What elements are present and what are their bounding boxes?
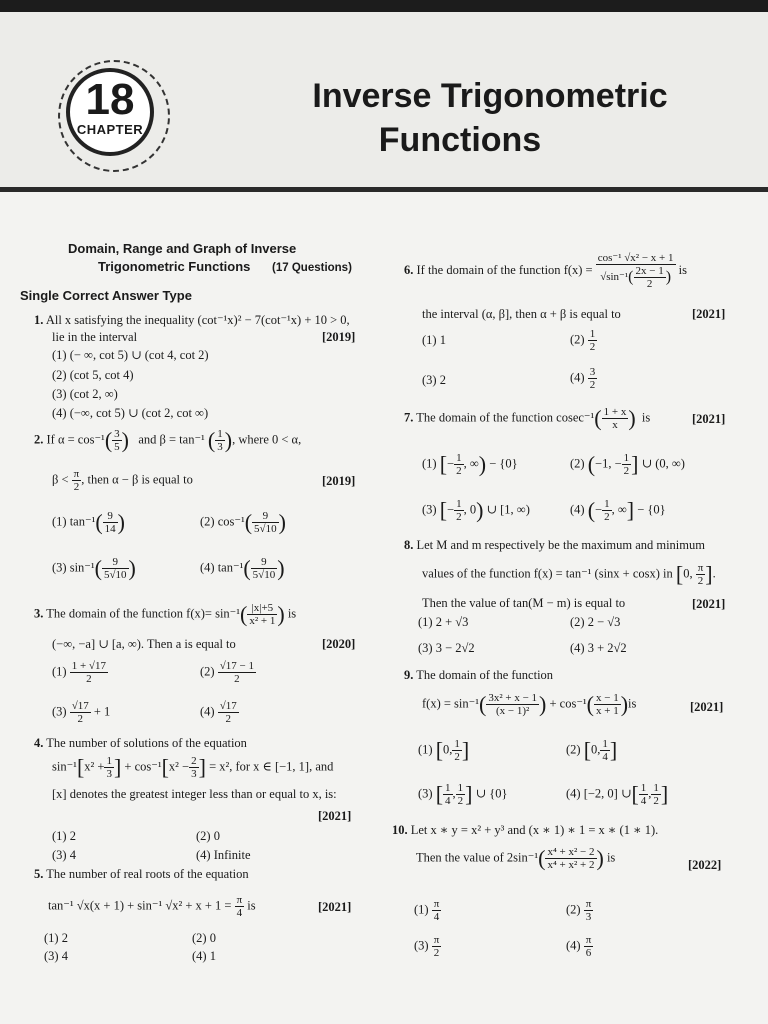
q6-option-3: (3) 2	[422, 373, 446, 387]
header-rule	[0, 187, 768, 192]
q3-option-1: (1) $\frac{1 + √17}{2}$	[52, 660, 106, 685]
q3-option-2: (2) $\frac{√17 - 1}{2}$	[200, 660, 254, 685]
q8-option-4: (4) 3 + 2√2	[570, 641, 627, 655]
q9-year: [2021]	[690, 700, 724, 714]
q8-option-1: (1) 2 + √3	[418, 615, 469, 629]
q9-option-4: (4) [−2, 0] ∪[ $\frac{1}{4}$ , $\frac{1}{2}$ ]	[566, 781, 669, 807]
chapter-badge	[66, 68, 154, 156]
q9-stem: 9. The domain of the function	[404, 668, 554, 682]
top-band	[0, 0, 768, 12]
q5-option-4: (4) 1	[192, 949, 216, 963]
q1-stem2: lie in the interval	[52, 330, 138, 344]
q2-stem2: β < $\frac{\pi}{2}$ , then α − β is equal to	[52, 468, 193, 493]
q7-stem: 7. The domain of the function cosec⁻¹( $\frac{1 + x}{x}$ ) is	[404, 405, 651, 431]
section-heading	[68, 240, 368, 277]
problem-type: Single Correct Answer Type	[20, 288, 192, 303]
q10-option-3: (3) $\frac{\pi}{2}$	[414, 934, 440, 959]
q6-option-2: (2) $\frac{1}{2}$	[570, 328, 596, 353]
q10-stem2: Then the value of 2sin⁻¹( $\frac{\text{x⁴ + x² − 2}}{\text{x⁴ + x² + 2}}$ ) is	[416, 845, 616, 871]
q6-stem2: the interval (α, β], then α + β is equal to	[422, 307, 621, 321]
q7-option-2: (2) (−1, − $\frac{1}{2}$ ] ∪ (0, ∞)	[570, 451, 685, 477]
q2-stem: 2. If α = cos⁻¹( $\frac{3}{5}$ ) and β = tan⁻¹ ( $\frac{1}{3}$ ), where 0 < α,	[34, 427, 302, 453]
q10-option-2: (2) $\frac{\pi}{3}$	[566, 898, 592, 923]
q6-option-1: (1) 1	[422, 333, 446, 347]
q1-option-2: (2) (cot 5, cot 4)	[52, 368, 134, 382]
q8-stem: 8. Let M and m respectively be the maximum and minimum	[404, 538, 705, 552]
chapter-number: 18	[85, 75, 135, 124]
q1-option-3: (3) (cot 2, ∞)	[52, 387, 118, 401]
q9-option-1: (1) [0, $\frac{1}{2}$ ]	[418, 737, 470, 763]
q3-stem: 3. The domain of the function f(x)= sin⁻¹( $\frac{|x|+5}{\text{x² + 1}}$ ) is	[34, 601, 297, 627]
q7-option-3: (3) [− $\frac{1}{2}$ , 0) ∪ [1, ∞)	[422, 497, 530, 523]
q9-stem2: f(x) = sin⁻¹( $\frac{\text{3x² + x − 1}}{\text{(x − 1)²}}$ ) + cos⁻¹( $\frac{x - 1}{x + 1}$ )is	[422, 691, 637, 717]
q7-option-4: (4) (− $\frac{1}{2}$ , ∞] − {0}	[570, 497, 666, 523]
q8-stem2: values of the function f(x) = tan⁻¹ (sinx + cosx) in [0, $\frac{\pi}{2}$ ].	[422, 561, 716, 587]
section-title2: Trigonometric Functions	[98, 259, 251, 274]
chapter-title	[290, 74, 690, 162]
q7-option-1: (1) [− $\frac{1}{2}$ , ∞) − {0}	[422, 451, 518, 477]
q9-option-2: (2) [0, $\frac{1}{4}$ ]	[566, 737, 618, 763]
chapter-title-line1: Inverse Trigonometric	[312, 77, 668, 115]
section-title: Domain, Range and Graph of Inverse	[68, 241, 297, 256]
q1-option-1: (1) (− ∞, cot 5) ∪ (cot 4, cot 2)	[52, 348, 209, 362]
q4-option-3: (3) 4	[52, 848, 76, 862]
q2-year: [2019]	[322, 474, 356, 488]
q10-option-4: (4) $\frac{\pi}{6}$	[566, 934, 592, 959]
q3-option-4: (4) $\frac{√17}{2}$	[200, 700, 237, 725]
section-count: (17 Questions)	[272, 262, 352, 274]
q4-option-1: (1) 2	[52, 829, 76, 843]
q6-stem: 6. If the domain of the function f(x) = cos⁻¹ √x² − x + 1 √sin⁻¹( $\frac{2x - 1}{2}$ ) is	[404, 252, 687, 290]
q5-option-2: (2) 0	[192, 931, 216, 945]
q7-year: [2021]	[692, 412, 726, 426]
q8-stem3: Then the value of tan(M − m) is equal to	[422, 596, 626, 610]
q9-option-3: (3) [ $\frac{1}{4}$ , $\frac{1}{2}$ ] ∪ {0}	[418, 781, 508, 807]
q8-option-3: (3) 3 − 2√2	[418, 641, 475, 655]
q5-option-1: (1) 2	[44, 931, 68, 945]
q10-year: [2022]	[688, 858, 722, 872]
q3-option-3: (3) $\frac{√17}{2}$ + 1	[52, 700, 111, 725]
q4-option-4: (4) Infinite	[196, 848, 251, 862]
chapter-label: CHAPTER	[76, 122, 144, 137]
q5-stem: 5. The number of real roots of the equation	[34, 867, 249, 881]
q4-option-2: (2) 0	[196, 829, 220, 843]
q5-option-3: (3) 4	[44, 949, 68, 963]
q8-option-2: (2) 2 − √3	[570, 615, 621, 629]
q6-year: [2021]	[692, 307, 726, 321]
q2-option-4: (4) tan⁻¹( $\frac{9}{5√10}$ )	[200, 555, 285, 581]
chapter-title-line2: Functions	[378, 121, 542, 159]
q3-stem2: (−∞, −a] ∪ [a, ∞). Then a is equal to	[52, 637, 236, 651]
q1-year: [2019]	[322, 330, 356, 344]
q10-option-1: (1) $\frac{\pi}{4}$	[414, 898, 440, 923]
q10-stem: 10. Let x ∗ y = x² + y³ and (x ∗ 1) ∗ 1 = x ∗ (1 ∗ 1).	[392, 823, 659, 837]
q2-option-1: (1) tan⁻¹( $\frac{9}{14}$ )	[52, 509, 125, 535]
q1-stem: 1. All x satisfying the inequality (cot⁻¹x)² − 7(cot⁻¹x) + 10 > 0,	[34, 313, 350, 327]
q4-stem2: sin⁻¹[x² + $\frac{1}{3}$ ] + cos⁻¹[x² − $\frac{2}{3}$ ] = x², for x ∈ [−1, 1], and	[52, 754, 334, 780]
q4-stem: 4. The number of solutions of the equation	[34, 736, 247, 750]
q1-option-4: (4) (−∞, cot 5) ∪ (cot 2, cot ∞)	[52, 406, 209, 420]
q5-year: [2021]	[318, 900, 352, 914]
q2-option-3: (3) sin⁻¹( $\frac{9}{5√10}$ )	[52, 555, 136, 581]
q3-year: [2020]	[322, 637, 356, 651]
q6-option-4: (4) $\frac{3}{2}$	[570, 366, 596, 391]
q4-stem3: [x] denotes the greatest integer less than or equal to x, is:	[52, 787, 337, 801]
q5-stem2: tan⁻¹ √x(x + 1) + sin⁻¹ √x² + x + 1 = $\frac{\pi}{4}$ is	[48, 894, 256, 919]
q2-option-2: (2) cos⁻¹( $\frac{9}{5√10}$ )	[200, 509, 286, 535]
q8-year: [2021]	[692, 597, 726, 611]
q4-year: [2021]	[318, 809, 352, 823]
